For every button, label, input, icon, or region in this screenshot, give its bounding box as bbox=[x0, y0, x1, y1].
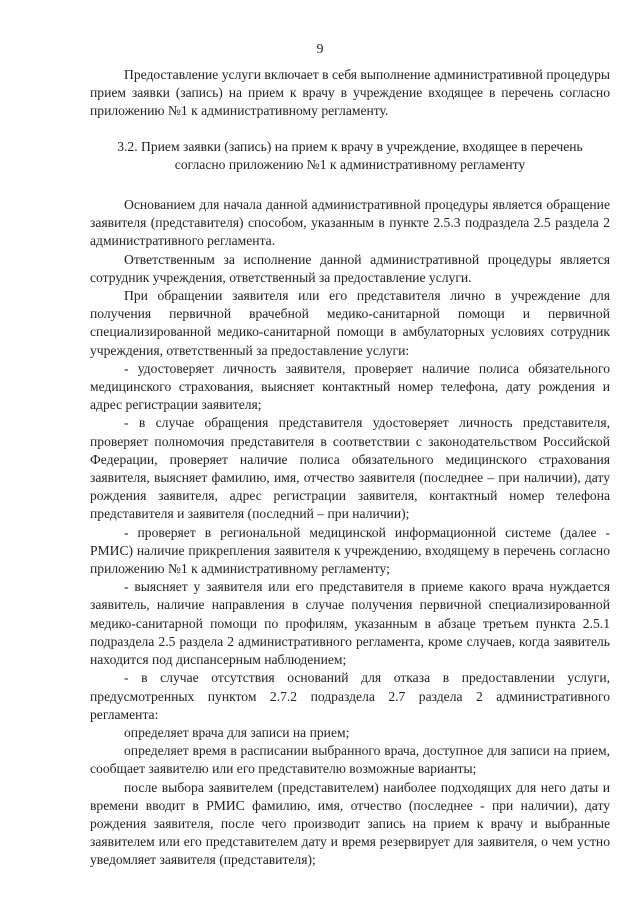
list-item-verify-identity: - удостоверяет личность заявителя, проверяет наличие полиса обязательного медицинского страхования, выясняет контактный номер телефона, дату рождения и адрес регистрации заявителя; bbox=[90, 360, 610, 413]
paragraph-basis: Основанием для начала данной административной процедуры является обращение заявителя (представителя) способом, указанным в пункте 2.5.3 подраздела 2.5 раздела 2 административного регламента. bbox=[90, 197, 610, 249]
paragraph-personal-visit: При обращении заявителя или его представителя лично в учреждение для получения первичной врачебной медико-санитарной помощи и первичной специализированной медико-санитарной помощи в амбулаторных условиях сотрудник учреждения, ответственный за предоставление услуги: bbox=[90, 288, 610, 358]
paragraph-responsible: Ответственным за исполнение данной административной процедуры является сотрудник учреждения, ответственный за предоставление услуги. bbox=[90, 251, 610, 285]
list-item-doctor-needed: - выясняет у заявителя или его представителя в приеме какого врача нуждается заявитель, наличие направления в случае получения первичной специализированной медико-санитарной помощи по профилям, указанным в абзаце третьем пункта 2.5.1 подраздела 2.5 раздела 2 административного регламента, кроме случаев, когда заявитель находится под диспансерным наблюдением; bbox=[90, 579, 610, 668]
list-item-rmis-check: - проверяет в региональной медицинской информационной системе (далее - РМИС) наличие прикрепления заявителя к учреждению, входящему в перечень согласно приложению №1 к административному регламенту; bbox=[90, 524, 610, 577]
section-heading bbox=[90, 138, 610, 174]
paragraph-select-time: определяет время в расписании выбранного врача, доступное для записи на прием, сообщает заявителю или его представителю возможные варианты; bbox=[90, 743, 610, 777]
intro-paragraph: Предоставление услуги включает в себя выполнение административной процедуры прием заявки (запись) на прием к врачу в учреждение входящее в перечень согласно приложению №1 к административному регламенту. bbox=[90, 67, 610, 119]
document-body bbox=[90, 66, 610, 870]
paragraph-select-doctor: определяет врача для записи на прием; bbox=[124, 724, 350, 740]
paragraph-register-appointment: после выбора заявителем (представителем) наиболее подходящих для него даты и времени вводит в РМИС фамилию, имя, отчество (последнее - при наличии), дату рождения заявителя, после чего производит запись на прием к врачу и выбранные заявителем или его представителем дату и время резервирует для заявителя, о чем устно уведомляет заявителя (представителя); bbox=[90, 779, 610, 868]
list-item-representative: - в случае обращения представителя удостоверяет личность представителя, проверяет полномочия представителя в соответствии с законодательством Российской Федерации, проверяет наличие полиса обязательного медицинского страхования заявителя, выясняет фамилию, имя, отчество заявителя (последнее – при наличии), дату рождения заявителя, адрес регистрации заявителя, контактный номер телефона представителя и заявителя (последний – при наличии); bbox=[90, 415, 610, 522]
list-item-no-refusal: - в случае отсутствия оснований для отказа в предоставлении услуги, предусмотренных пунктом 2.7.2 подраздела 2.7 раздела 2 административного регламента: bbox=[90, 670, 610, 722]
section-heading-line-1: 3.2. Прием заявки (запись) на прием к врачу в учреждение, входящее в перечень bbox=[117, 138, 583, 154]
page-number: 9 bbox=[316, 42, 324, 57]
section-heading-line-2: согласно приложению №1 к административному регламенту bbox=[174, 156, 526, 172]
